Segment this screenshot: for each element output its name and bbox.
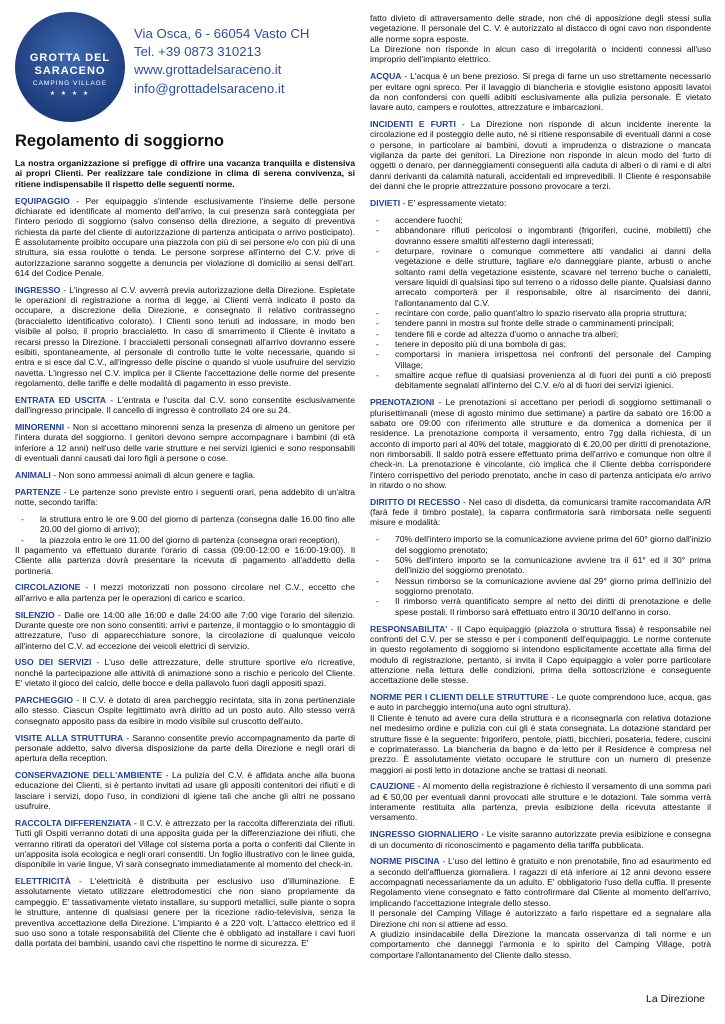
- list-item: - Nessun rimborso se la comunicazione avviene dal 29° giorno prima dell'inizio del soggiorno prenotato.: [370, 576, 711, 597]
- list-item: - tendere fili e corde ad altezza d'uomo o annache tra alberi;: [370, 329, 711, 339]
- section-norme-piscina: [370, 856, 711, 959]
- section-text: - I mezzi motorizzati non possono circolare nel C.V., eccetto che all'arrivo e alla partenza per le operazioni di carico e scarico.: [15, 582, 355, 603]
- section-text: - Le partenze sono previste entro i seguenti orari, pena addebito di un'altra notte, secondo tariffa:: [15, 486, 355, 507]
- section-incidenti-e-furti: [370, 119, 711, 191]
- section-heading: RESPONSABILITA': [370, 623, 448, 634]
- section-uso-dei-servizi: [15, 657, 355, 688]
- section-partenze: [15, 487, 355, 508]
- logo-line-2: SARACENO: [34, 65, 106, 77]
- section-heading: PRENOTAZIONI: [370, 397, 435, 408]
- section-text: - Per equipaggio s'intende esclusivamente l'insieme delle persone dichiarate ed identificate al momento dell'arrivo, la cui presenza sarà conteggiata per l'intero periodo di soggiorno (salvo consenso della direzione, a seguito di preventiva richiesta da parte del cliente di autorizzazione di partenza anticipata o arrivo posticipato). È assolutamente proibito occupare una piazzola con più di sei persone e/o con più di una struttura, sia essa roulotte o tenda. Le persone sorprese all'interno del C.V. prive di autorizzazione saranno soggette a denuncia per violazione di domicilio ai sensi dell'art. 614 del Codice Penale.: [15, 195, 355, 278]
- section-text: - Dalle ore 14:00 alle 16:00 e dalle 24:00 alle 7:00 vige l'orario del silenzio. Durante queste ore non sono consentiti: arrivi e partenze, il montaggio o lo smontaggio di attrezzature, l'uso di apparecchiature sonore, la circolazione di qualunque veicolo all'interno del C.V. ad eccezione dei veicoli elettrici di servizio.: [15, 609, 355, 651]
- list-item: - abbandonare rifiuti pericolosi o ingombranti (frigoriferi, cucine, mobiletti) che dovranno essere smaltiti all'esterno dagli interessati;: [370, 225, 711, 246]
- section-text: - Il Capo equipaggio (piazzola o struttura fissa) è responsabile nei confronti del C.V. per se stesso e per i componenti dell'equipaggio. Le norme contenute in questo regolamento di soggiorno si intendono esplicitamente accettate alla firma del modulo di registrazione, pertanto, si invita il Capo equipaggio a voler porre particolare attenzione nella lettura delle condizioni, prima della sottoscrizione e conseguente accettazione delle stesse.: [370, 623, 711, 686]
- section-parcheggio: [15, 695, 355, 726]
- section-text: - L'ingresso al C.V. avverrà previa autorizzazione della Direzione. Espletate le operazioni di registrazione a norma di legge, ai Clienti verrà indicato il posto da occupare, a discrezione della Direzione, e consegnato il relativo contrassegno (braccialetto identificativo colorato). I Clienti sono tenuti ad indossare, in modo ben visibile al polso, il proprio braccialetto. In caso di smarrimento il Cliente è invitato a recarsi presso la Direzione. I braccialetti personali consegnati all'arrivo dovranno essere esibiti, spontaneamente, al personale di controllo tutte le volte necessarie, quando si entra e si esce dal C.V., all'ingresso delle piscine o quando si vuole usufruire del servizio navetta. L'ingresso nel C.V. implica per il Cliente l'accettazione delle norme del presente regolamento, delle tariffe e delle modalità di pagamento in esso previste.: [15, 284, 355, 388]
- section-intro: [370, 13, 711, 65]
- section-text: - E' espressamente vietato:: [400, 198, 507, 208]
- section-heading: ENTRATA ED USCITA: [15, 394, 107, 405]
- section-text: - Le prenotazioni si accettano per periodi di soggiorno settimanali o plurisettimanali (mese di agosto minimo due settimane) a partire da sabato ore 16:00 a sabato ore 09:00 con riferimento alle strutture e da domenica a domenica per il residence. La prenotazione comporta il versamento, entro 7gg dalla richiesta, di un acconto di importo pari al 40% del totale, maggiorato di €.20,00 per diritti di prenotazione, non rimborsabili. Il saldo potrà essere effettuato prima dell'arrivo e comunque non oltre il check-in. La prenotazione è vincolante, ciò implica che il Cliente debba corrispondere l'intero corrispettivo del periodo prenotato, anche in caso di partenza anticipata e/o arrivo in ritardo o no show.: [370, 397, 711, 490]
- list-item: - 50% dell'intero importo se la comunicazione avviene tra il 61° ed il 30° prima dell'inizio del soggiorno prenotato.: [370, 555, 711, 576]
- camping-logo: [15, 12, 125, 122]
- section-list: [370, 215, 711, 391]
- section-heading: ACQUA: [370, 71, 402, 82]
- section-text: fatto divieto di attraversamento delle strade, non ché di apposizione degli stessi sulla vegetazione. Il personale del C. V. è autorizzato al distacco di ogni cavo non rispondente alle norme sopra esposte. La Direzione non risponde in alcun caso di irregolarità o incidenti connessi all'uso improprio dell'impianto elettrico.: [370, 13, 711, 65]
- section-heading: ANIMALI: [15, 469, 51, 480]
- section-heading: PARCHEGGIO: [15, 694, 74, 705]
- intro-text: La nostra organizzazione si prefigge di offrire una vacanza tranquilla e distensiva ai propri Clienti. Per realizzare tale condizione in clima di serena convivenza, si ritiene indispensabile il rispetto delle seguenti norme.: [15, 158, 355, 189]
- section-text: - L'entrata e l'uscita dal C.V. sono consentite esclusivamente dall'ingresso principale. Il cancello di ingresso è controllato 24 ore su 24.: [15, 394, 355, 416]
- logo-line-3: CAMPING VILLAGE: [32, 80, 108, 87]
- section-raccolta-differenziata: [15, 818, 355, 870]
- list-item: - tenere in deposito più di una bombola di gas;: [370, 339, 711, 349]
- section-prenotazioni: [370, 397, 711, 490]
- section-text: - Le quote comprendono luce, acqua, gas e auto in parcheggio interno(una auto ogni struttura). Il Cliente è tenuto ad avere cura della struttura e a riconsegnarla con relativa dotazione nel medesimo ordine e pulizia con cui gli è stata consegnata. La dotazione standard per strutture fisse è la seguente: frigorifero, pentole, piatti, bicchieri, posateria, federe, cuscini e coprimaterasso. La biancheria da bagno e da letto per il Residence è compresa nel prezzo. È assolutamente vietato occupare le strutture con un numero di presenze maggiori ai posti letto in dotazione anche se trattasi di neonati.: [370, 692, 711, 775]
- section-text: - L'uso del lettino è gratuito e non prenotabile, fino ad esaurimento ed a secondo dell'affluenza giornaliera. I ragazzi di età inferiore ai 12 anni devono essere accompagnati necessariamente da un adulto. E' obbligatorio l'uso della cuffia. Il presente Regolamento viene consegnato e fatto controfirmare dal Cliente al momento dell'arrivo, implicando l'accettazione integrale dello stesso. Il personale del Camping Village è autorizzato a farlo rispettare ed a segnalare alla Direzione chi non si attiene ad esso. A giudizio insindacabile della Direzione la mancata osservanza di tali norme e un comportamento che danneggi l'armonia e lo spirito del Camping Village, potrà comportare l'allontanamento del Cliente dallo stesso.: [370, 856, 711, 960]
- section-elettricita: [15, 876, 355, 948]
- section-text: - Non sono ammessi animali di alcun genere e taglia.: [50, 469, 256, 480]
- section-text: - La Direzione non risponde di alcun incidente inerente la circolazione ed il posteggio delle auto, né si ritiene responsabile di eventuali danni a cose o persone, in particolare ai bambini, dovuti a imprudenza o distrazione o mancata vigilanza da parte dei genitori. La Direzione non risponde in alcun modo del furto di oggetti o denaro, per danneggiamenti conseguenti alla caduta di alberi o di rami e di altri danni derivanti da calamità naturali, accidentali ed imprevedibili. Il Cliente è responsabile dei danni che le proprie attrezzature possono provocare a terzi.: [370, 119, 711, 192]
- section-ingresso-giornaliero: [370, 829, 711, 850]
- section-heading: DIRITTO DI RECESSO: [370, 496, 461, 507]
- section-text: - Le visite saranno autorizzate previa esibizione e consegna di un documento di riconoscimento e pagamento della tariffa pubblicata.: [370, 829, 711, 850]
- section-equipaggio: [15, 196, 355, 279]
- section-heading: CONSERVAZIONE DELL'AMBIENTE: [15, 770, 163, 781]
- section-heading: NORME PER I CLIENTI DELLE STRUTTURE: [370, 692, 549, 703]
- section-text: - Al momento della registrazione è richiesto il versamento di una somma pari ad € 50,00 per eventuali danni provocati alle strutture e le dotazioni. Tale somma verrà interamente restituita alla partenza, previa esibizione della ricevuta attestante il versamento.: [370, 781, 711, 823]
- section-heading: INCIDENTI E FURTI: [370, 119, 456, 130]
- section-text: - L'acqua è un bene prezioso. Si prega di farne un uso strettamente necessario per evitare ogni spreco. Per il lavaggio di biancheria e stoviglie esistono appositi lavatoi da non confondersi con quelli adibiti esclusivamente alla pulizia personale. È vietato lavare auto, campers e roulottes, attrezzature e imbarcazioni.: [370, 71, 711, 113]
- contact-address: Via Osca, 6 - 66054 Vasto CH: [134, 26, 310, 41]
- section-heading: CIRCOLAZIONE: [15, 582, 81, 593]
- logo-stars: ★ ★ ★ ★: [49, 91, 91, 97]
- contact-email[interactable]: info@grottadelsaraceno.it: [134, 80, 285, 96]
- section-heading: VISITE ALLA STRUTTURA: [15, 732, 124, 743]
- section-conservazione-dell-ambiente: [15, 770, 355, 811]
- contact-block: [134, 25, 309, 98]
- left-column: [15, 158, 355, 955]
- section-text: - Non si accettano minorenni senza la presenza di almeno un genitore per l'intera durata del soggiorno. I genitori devono sempre accompagnare i bambini (di età inferiore a 12 anni) nell'uso delle varie strutture e nei servizi igienici e sono responsabili di eventuali danni causati dai loro figli a persone o cose.: [15, 421, 355, 463]
- section-text: - L'uso delle attrezzature, delle strutture sportive e/o ricreative, nonché la partecipazione alle attività di animazione sono a rischio e pericolo del Cliente. E' vietato il gioco del calcio, delle bocce e della pallavolo fuori dagli appositi spazi.: [15, 657, 355, 689]
- section-text: - L'elettricità è distribuita per esclusivo uso d'illuminazione. È assolutamente vietato utilizzare elettrodomestici che non siano propriamente da campeggio. E' tassativamente vietato installare, su supporti metallici, sulle piante o sopra le strutture, antenne di qualsiasi genere per la ricezione radio-televisiva, senza la preventiva accettazione della Direzione. L'impianto è a 220 volt. L'attacco elettrico ed il suo uso sono a totale responsabilità del Cliente che è obbligato ad installare i cavi fuori dalla portata dei bambini, usando cavi che rispettino le norme di sicurezza. E': [15, 876, 355, 949]
- section-heading: DIVIETI: [370, 198, 401, 208]
- signature: La Direzione: [646, 993, 705, 1005]
- section-heading: USO DEI SERVIZI: [15, 657, 92, 668]
- list-item: - tendere panni in mostra sul fronte delle strade o camminamenti principali;: [370, 318, 711, 328]
- list-item: - deturpare, rovinare o comunque commettere atti vandalici ai danni della vegetazione e delle strutture, tagliare e/o danneggiare piante, arbusti o anche soltanto rami della vegetazione esistente, scavare nel terreno buche o canaletti, versare liquidi di qualsiasi tipo sul terreno o a ridosso delle piante. Qualsiasi danno arrecato comporterà per il responsabile, oltre al risarcimento dei danni, l'allontanamento dal C.V.: [370, 246, 711, 308]
- section-cauzione: [370, 781, 711, 822]
- list-item: - recintare con corde, palio quant'altro lo spazio riservato alla propria struttura;: [370, 308, 711, 318]
- section-intro: [15, 158, 355, 189]
- section-entrata-ed-uscita: [15, 395, 355, 416]
- list-item: - la piazzola entro le ore 11.00 del giorno di partenza (consegna orari reception).: [15, 535, 355, 545]
- page-title: Regolamento di soggiorno: [15, 132, 224, 150]
- section-visite-alla-struttura: [15, 733, 355, 764]
- section-responsabilita: [370, 624, 711, 686]
- section-divieti: [370, 198, 711, 208]
- section-animali: [15, 470, 355, 480]
- section-list: [370, 534, 711, 617]
- logo-line-1: GROTTA DEL: [29, 52, 111, 64]
- section-norme-per-i-clienti-delle-strutture: [370, 692, 711, 775]
- contact-phone: Tel. +39 0873 310213: [134, 44, 262, 60]
- list-item: - comportarsi in maniera irrispettosa nei confronti del personale del Camping Village;: [370, 349, 711, 370]
- section-minorenni: [15, 422, 355, 463]
- section-ingresso: [15, 285, 355, 388]
- section-text: - Il C.V. è attrezzato per la raccolta differenziata dei rifiuti. Tutti gli Ospiti verranno dotati di una apposita guida per la differenziazione dei rifiuti, che verranno ritirati da operatori del Village col sistema porta a porta o conferiti dal Cliente in un'apposita isola ecologica e negli orari consentiti. Un foglio illustrativo con le linee guida, disponibile in varie lingue, Vi sarà consegnato immediatamente al momento del check-in.: [15, 817, 355, 870]
- section-silenzio: [15, 610, 355, 651]
- section-heading: MINORENNI: [15, 421, 65, 432]
- section-heading: INGRESSO GIORNALIERO: [370, 829, 479, 840]
- section-heading: EQUIPAGGIO: [15, 195, 70, 206]
- section-acqua: [370, 71, 711, 112]
- section-heading: PARTENZE: [15, 486, 61, 497]
- section-heading: CAUZIONE: [370, 781, 415, 792]
- section-diritto-di-recesso: [370, 497, 711, 528]
- section-circolazione: [15, 582, 355, 603]
- right-column: [370, 13, 711, 966]
- section-heading: RACCOLTA DIFFERENZIATA: [15, 817, 132, 828]
- list-item: - accendere fuochi;: [370, 215, 711, 225]
- section-text: - Nel caso di disdetta, da comunicarsi tramite raccomandata A/R (farà fede il timbro postale), la caparra confirmatoria sarà rimborsata nelle seguenti misure e modalità:: [370, 496, 711, 528]
- list-item: - Il rimborso verrà quantificato sempre al netto dei diritti di prenotazione e delle spese postali. Il rimborso sarà effettuato entro il 30/10 dell'anno in corso.: [370, 596, 711, 617]
- list-item: - 70% dell'intero importo se la comunicazione avviene prima del 60° giorno dall'inizio del soggiorno prenotato;: [370, 534, 711, 555]
- section-heading: SILENZIO: [15, 609, 55, 620]
- section-heading: ELETTRICITÀ: [15, 876, 71, 887]
- section-text: - Il C.V. è dotato di area parcheggio recintata, sita in zona pertinenziale allo stesso. Ciascun Ospite legittimato avrà diritto ad un posto auto. Allo stesso verrà consegnato apposito pass da esibire in modo visibile sul cruscotto dell'auto.: [15, 694, 355, 726]
- list-item: - la struttura entro le ore 9.00 del giorno di partenza (consegna dalle 16.00 fino alle 20.00 del giorno di arrivo);: [15, 514, 355, 535]
- section-text: - Saranno consentite previo accompagnamento da parte di personale addetto, salvo diversa disposizione da parte della Direzione e negli orari di apertura della reception.: [15, 732, 355, 764]
- list-item: - smaltire acque reflue di qualsiasi provenienza al di fuori dei punti a ciò preposti debitamente segnalati all'interno del C.V. e/o al di fuori dei servizi igienici.: [370, 370, 711, 391]
- section-heading: INGRESSO: [15, 284, 61, 295]
- section-heading: NORME PISCINA: [370, 856, 440, 867]
- section-list: [15, 514, 355, 545]
- contact-website[interactable]: www.grottadelsaraceno.it: [134, 62, 282, 78]
- section-after-text: Il pagamento va effettuato durante l'orario di cassa (09:00-12:00 e 16:00-19:00). Il Cliente alla partenza dovrà presentare la ricevuta di pagamento all'addetto della portineria.: [15, 544, 355, 576]
- section-text: - La pulizia del C.V. è affidata anche alla buona educazione dei Clienti, si è pertanto invitati ad usare gli appositi contenitori dei rifiuti e di lasciare i servizi, dopo l'uso, in condizioni di igiene tali che anche gli altri ne possano usufruire.: [15, 770, 355, 812]
